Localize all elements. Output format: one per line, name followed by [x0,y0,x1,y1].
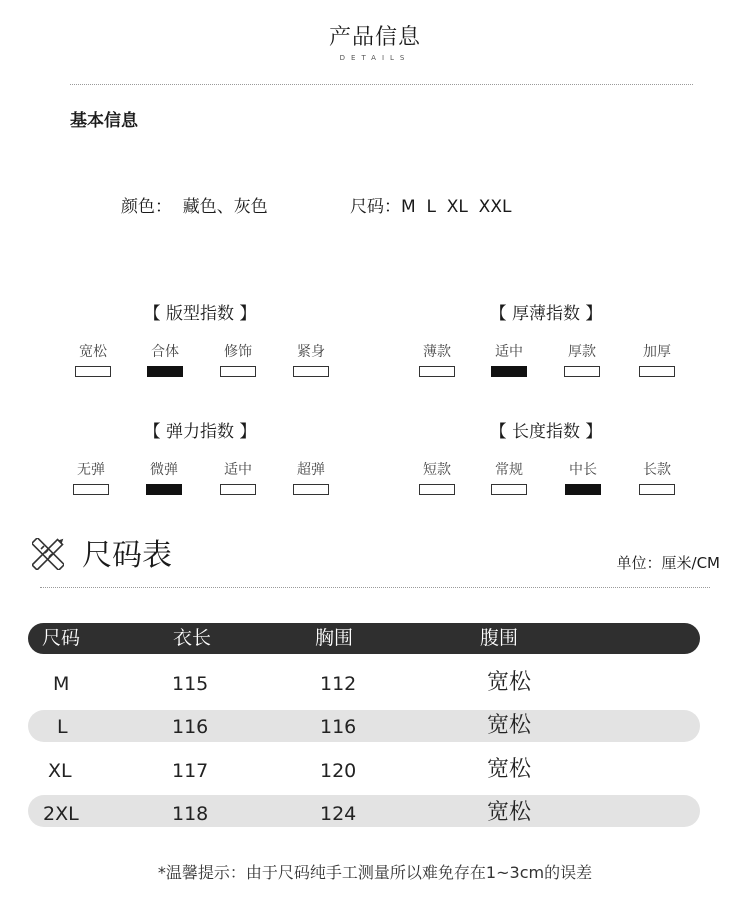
cell-length: 116 [172,716,209,738]
index-option [407,460,467,495]
cell-waist: 宽松 [487,800,532,825]
color-spec: 颜色： 藏色、灰色 [121,197,268,217]
option-indicator [564,366,600,377]
option-label: 中长 [569,462,597,478]
index-option [407,342,467,377]
option-label: 紧身 [297,344,325,360]
cell-size: L [57,716,68,738]
option-indicator [639,484,675,495]
cell-chest: 112 [320,673,357,695]
cell-waist: 宽松 [487,757,532,782]
footnote: *温馨提示：由于尺码纯手工测量所以难免存在1~3cm的误差 [157,863,593,882]
cell-waist: 宽松 [487,670,532,695]
unit-label: 单位：厘米/CM [616,554,720,572]
cell-length: 115 [172,673,209,695]
option-indicator [293,366,329,377]
column-header-chest: 胸围 [315,627,354,649]
column-header-waist: 腹围 [480,627,519,649]
option-indicator [419,484,455,495]
option-label: 长款 [643,462,671,478]
index-option [135,342,195,377]
option-label: 合体 [151,344,179,360]
index-option [627,460,687,495]
option-label: 无弹 [77,462,105,478]
cell-chest: 124 [320,803,357,825]
basic-info-heading: 基本信息 [70,111,138,131]
cell-length: 117 [172,760,209,782]
cell-waist: 宽松 [487,713,532,738]
index-option [61,460,121,495]
option-label: 宽松 [79,344,107,360]
table-row-shade [28,710,700,742]
page-title: 产品信息 [328,25,421,50]
divider [70,84,693,85]
option-indicator-selected [491,366,527,377]
option-indicator-selected [565,484,601,495]
option-indicator-selected [146,484,182,495]
option-label: 厚款 [568,344,596,360]
index-option [281,342,341,377]
index-title: 【 厚薄指数 】 [489,304,603,324]
divider [40,587,710,588]
option-indicator [639,366,675,377]
option-indicator [75,366,111,377]
index-title: 【 版型指数 】 [143,304,257,324]
index-title: 【 弹力指数 】 [143,422,257,442]
column-header-size: 尺码 [42,627,81,649]
index-option [281,460,341,495]
index-option [208,342,268,377]
index-option [479,342,539,377]
size-chart-title: 尺码表 [82,538,172,573]
index-option [208,460,268,495]
option-label: 常规 [495,462,523,478]
size-spec: 尺码：M L XL XXL [350,197,512,217]
option-indicator [293,484,329,495]
table-row-shade [28,795,700,827]
option-indicator [419,366,455,377]
cell-size: 2XL [43,803,79,825]
option-label: 适中 [495,344,523,360]
option-indicator [73,484,109,495]
index-option [627,342,687,377]
index-option [479,460,539,495]
option-label: 微弹 [150,462,178,478]
cell-length: 118 [172,803,209,825]
cell-chest: 116 [320,716,357,738]
option-indicator [491,484,527,495]
cell-size: XL [48,760,72,782]
option-indicator [220,366,256,377]
index-title: 【 长度指数 】 [489,422,603,442]
option-label: 薄款 [423,344,451,360]
ruler-pencil-icon [32,538,64,570]
option-label: 短款 [423,462,451,478]
table-header [28,623,700,654]
index-option [134,460,194,495]
option-label: 适中 [224,462,252,478]
page-subtitle: DETAILS [339,54,411,62]
cell-chest: 120 [320,760,357,782]
option-indicator [220,484,256,495]
index-option [63,342,123,377]
option-label: 加厚 [643,344,671,360]
column-header-length: 衣长 [173,627,212,649]
option-indicator-selected [147,366,183,377]
cell-size: M [53,673,70,695]
option-label: 超弹 [297,462,325,478]
index-option [552,342,612,377]
index-option [553,460,613,495]
option-label: 修饰 [224,344,252,360]
